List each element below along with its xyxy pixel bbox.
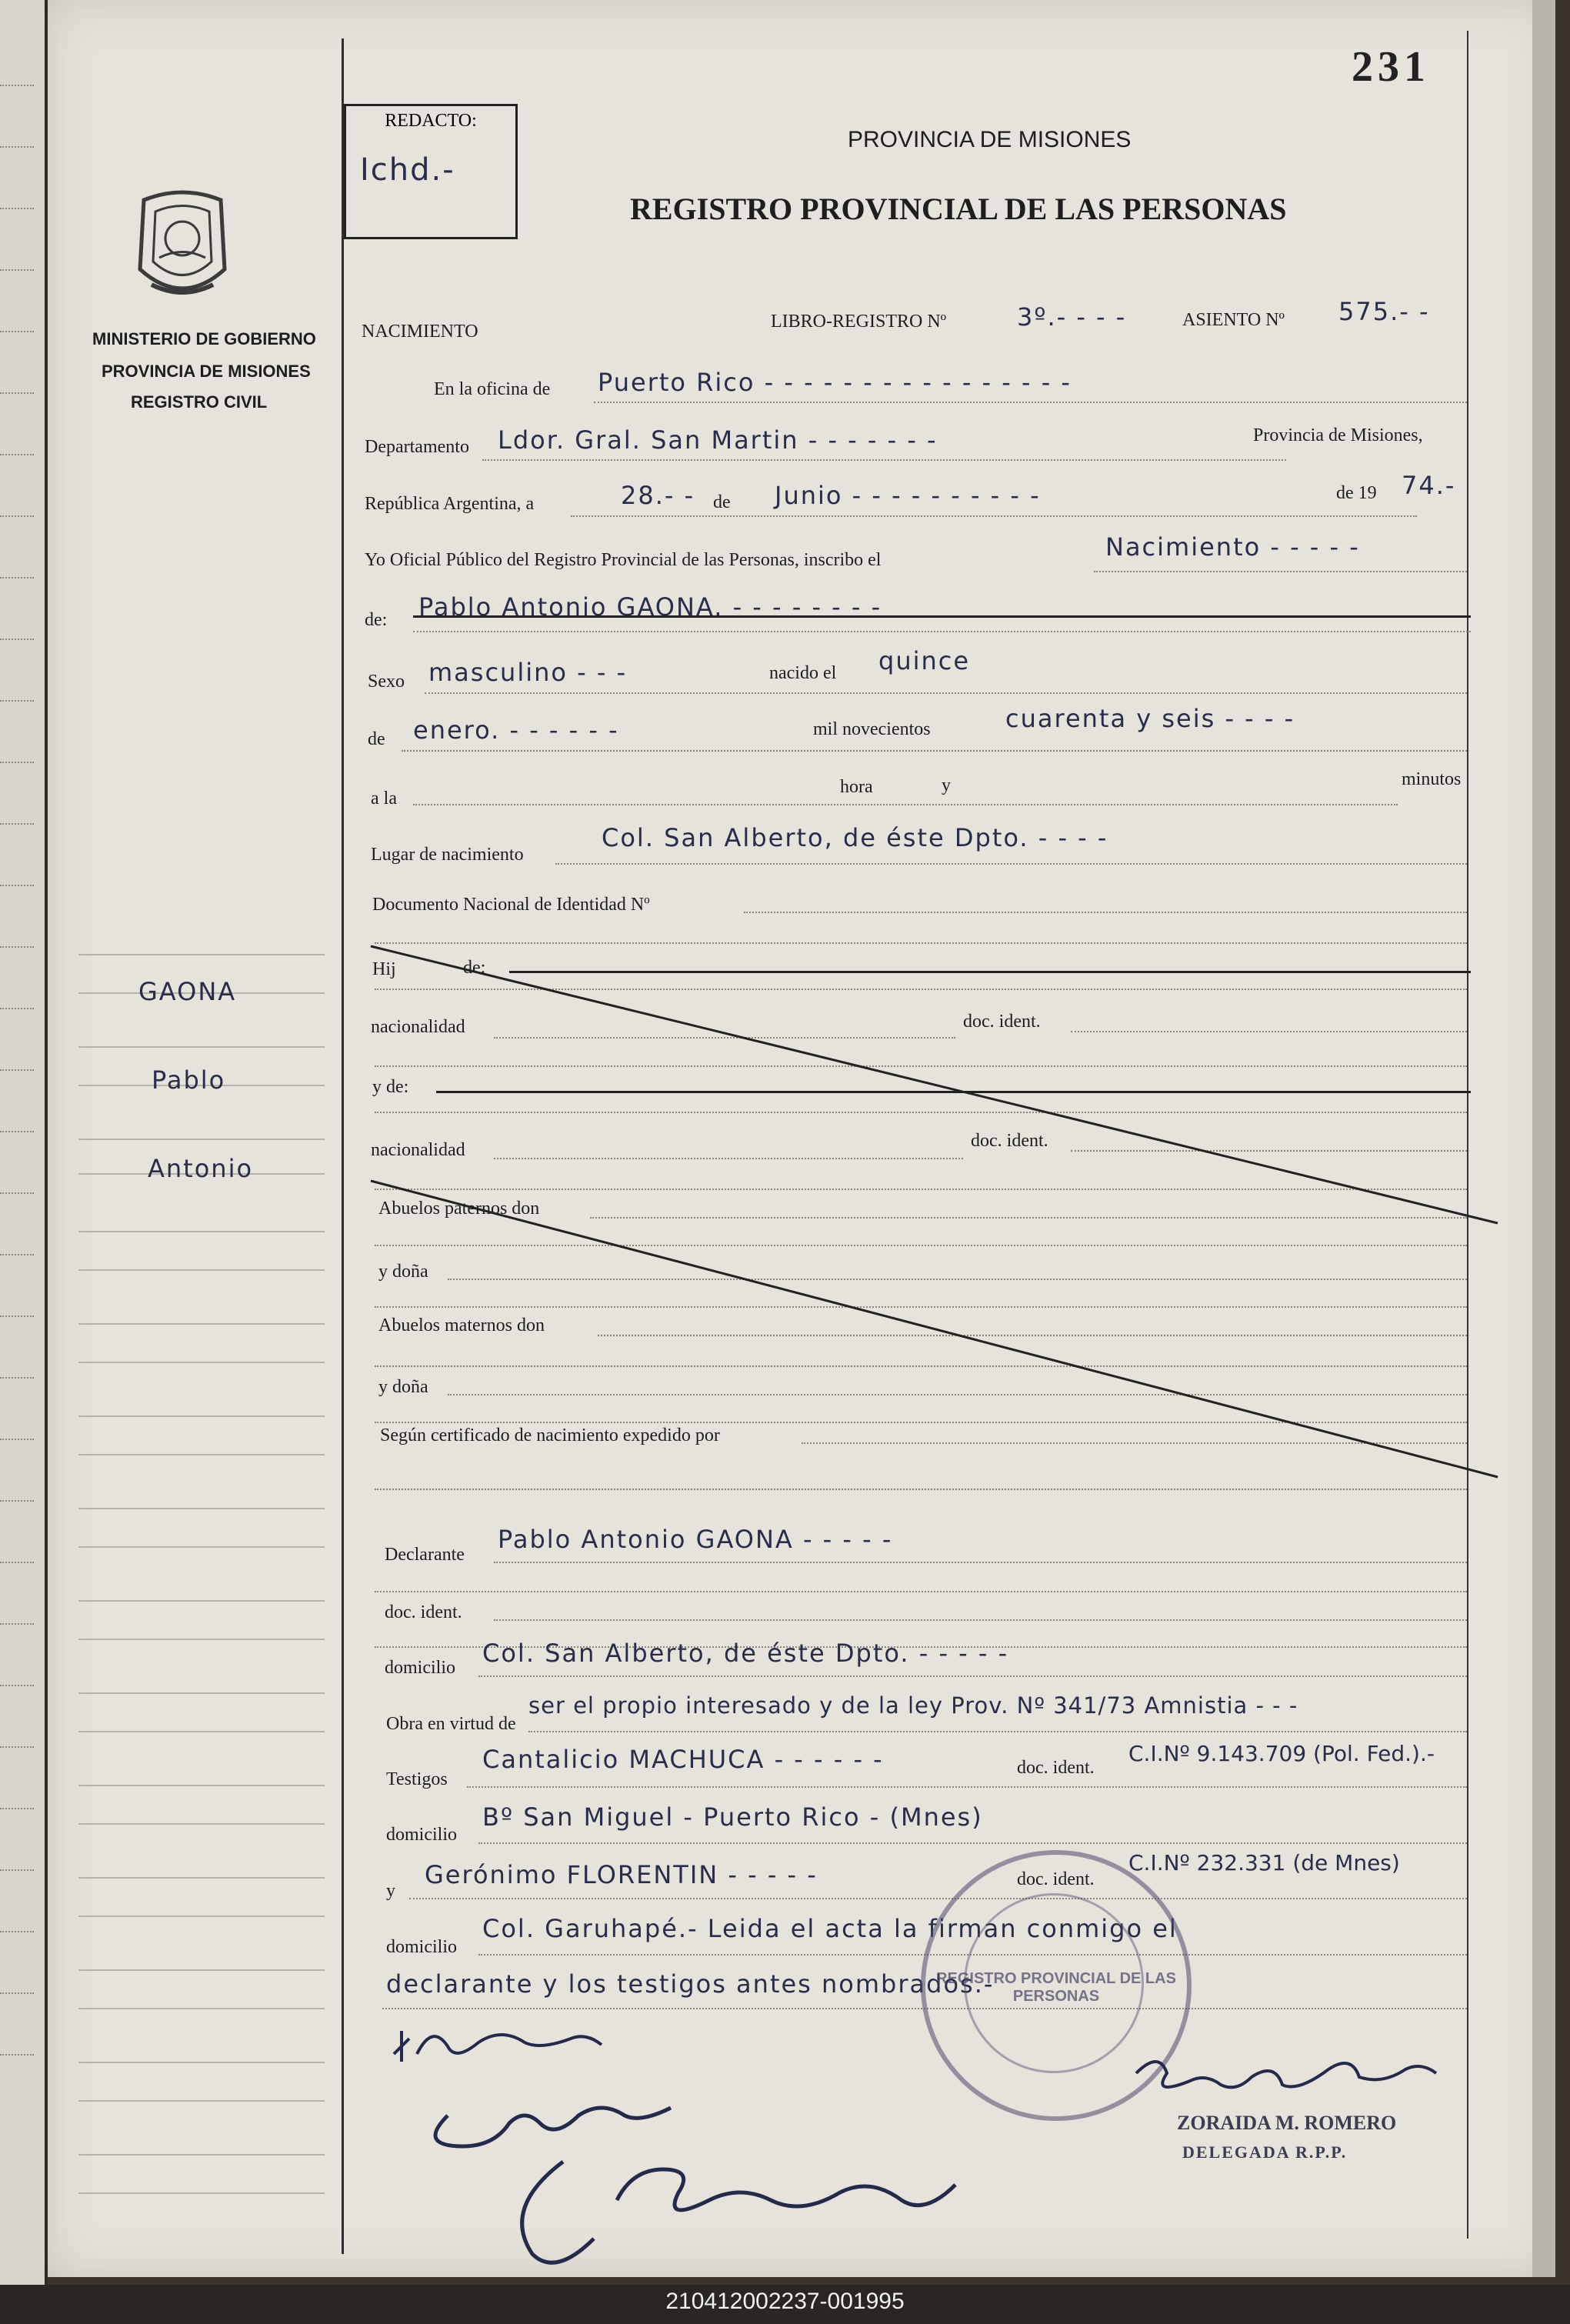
side-province-label: PROVINCIA DE MISIONES <box>102 362 311 381</box>
doc-ident-label-1: doc. ident. <box>963 1012 1041 1032</box>
y-testigo-label: y <box>386 1881 395 1901</box>
provincia-suffix: Provincia de Misiones, <box>1253 425 1423 445</box>
de-month-label: de <box>368 729 385 749</box>
de-label: de <box>713 492 731 512</box>
previous-page-edge <box>0 0 48 2285</box>
record-type-label: NACIMIENTO <box>362 322 478 342</box>
doc-ident-label-4: doc. ident. <box>1017 1758 1095 1778</box>
domicilio-label-2: domicilio <box>386 1825 457 1845</box>
nacionalidad-label-1: nacionalidad <box>371 1017 465 1037</box>
margin-first-name: Pablo <box>152 1065 226 1095</box>
birth-year-value: cuarenta y seis - - - - <box>1005 704 1295 733</box>
register-sheet <box>48 0 1555 2277</box>
inscribo-value: Nacimiento - - - - - <box>1105 532 1360 562</box>
abuelos-paternos-label: Abuelos paternos don <box>378 1199 540 1219</box>
a-la-label: a la <box>371 789 397 809</box>
image-caption: 210412002237-001995 <box>665 2289 905 2314</box>
doc-ident-label-2: doc. ident. <box>971 1131 1048 1151</box>
registro-civil-label: REGISTRO CIVIL <box>131 392 268 412</box>
testigo-1-domicilio: Bº San Miguel - Puerto Rico - (Mnes) <box>482 1802 983 1832</box>
mil-novecientos-label: mil novecientos <box>813 719 931 739</box>
sexo-label: Sexo <box>368 672 405 692</box>
margin-second-name: Antonio <box>148 1154 254 1183</box>
libro-value: 3º.- - - - <box>1017 302 1127 332</box>
nacido-value: quince <box>878 646 971 675</box>
hij-label: Hij <box>372 959 396 979</box>
officer-name: ZORAIDA M. ROMERO <box>1177 2112 1397 2134</box>
registrant-name: Pablo Antonio GAONA. - - - - - - - - <box>418 592 882 622</box>
witness-signatures <box>386 2023 1078 2277</box>
testigo-1-name: Cantalicio MACHUCA - - - - - - <box>482 1745 884 1774</box>
departamento-label: Departamento <box>365 437 469 457</box>
officer-signature <box>1121 2042 1490 2112</box>
testigos-label: Testigos <box>386 1769 448 1789</box>
nacido-label: nacido el <box>769 663 837 683</box>
birth-month-value: enero. - - - - - - <box>413 715 619 745</box>
de-name-label: de: <box>365 610 388 630</box>
stamp-text: REGISTRO PROVINCIAL DE LAS PERSONAS <box>936 1970 1176 2005</box>
doc-ident-label-5: doc. ident. <box>1017 1869 1095 1889</box>
redacto-initials: Ichd.- <box>360 152 455 188</box>
dni-label: Documento Nacional de Identidad Nº <box>372 895 650 915</box>
declarante-label: Declarante <box>385 1545 465 1565</box>
domicilio-label-3: domicilio <box>386 1937 457 1957</box>
year-value: 74.- <box>1402 471 1456 500</box>
de-year-label: de 19 <box>1336 483 1377 503</box>
page-number: 231 <box>1352 43 1430 91</box>
asiento-label: ASIENTO Nº <box>1182 310 1285 330</box>
margin-surname: GAONA <box>138 977 237 1006</box>
lugar-value: Col. San Alberto, de éste Dpto. - - - - <box>602 823 1108 852</box>
departamento-value: Ldor. Gral. San Martin - - - - - - - <box>498 425 938 455</box>
officer-title: DELEGADA R.P.P. <box>1182 2142 1348 2162</box>
obra-value: ser el propio interesado y de la ley Prov. Nº 341/73 Amnistia - - - <box>528 1692 1298 1719</box>
libro-label: LIBRO-REGISTRO Nº <box>771 312 947 332</box>
hora-label: hora <box>840 777 873 797</box>
de-parent-label: de: <box>463 958 486 978</box>
province-heading: PROVINCIA DE MISIONES <box>848 127 1132 152</box>
republica-label: República Argentina, a <box>365 494 535 514</box>
declarante-domicilio-value: Col. San Alberto, de éste Dpto. - - - - - <box>482 1639 1009 1668</box>
y-label: y <box>942 775 951 795</box>
lugar-label: Lugar de nacimiento <box>371 845 524 865</box>
testigo-2-doc: C.I.Nº 232.331 (de Mnes) <box>1128 1850 1400 1876</box>
segun-certificado-label: Según certificado de nacimiento expedido por <box>380 1425 720 1445</box>
declarante-value: Pablo Antonio GAONA - - - - - <box>498 1525 893 1554</box>
obra-label: Obra en virtud de <box>386 1714 516 1734</box>
oficina-value: Puerto Rico - - - - - - - - - - - - - - - - <box>598 368 1072 397</box>
y-dona-label-1: y doña <box>378 1262 428 1282</box>
nacionalidad-label-2: nacionalidad <box>371 1140 465 1160</box>
testigo-1-doc: C.I.Nº 9.143.709 (Pol. Fed.).- <box>1128 1741 1435 1766</box>
continuation-text: declarante y los testigos antes nombrados.- <box>386 1969 995 1999</box>
y-dona-label-2: y doña <box>378 1377 428 1397</box>
day-value: 28.- - <box>621 481 695 510</box>
asiento-value: 575.- - <box>1338 297 1430 326</box>
testigo-2-domicilio: Col. Garuhapé.- Leida el acta la firman conmigo el <box>482 1914 1178 1943</box>
oficial-statement: Yo Oficial Público del Registro Provincial de las Personas, inscribo el <box>365 550 882 570</box>
ministry-label: MINISTERIO DE GOBIERNO <box>92 329 316 348</box>
y-de-label: y de: <box>372 1077 409 1097</box>
registry-heading: REGISTRO PROVINCIAL DE LAS PERSONAS <box>630 192 1287 226</box>
domicilio-label-1: domicilio <box>385 1658 455 1678</box>
abuelos-maternos-label: Abuelos maternos don <box>378 1315 545 1335</box>
redacto-label: REDACTO: <box>385 111 477 131</box>
testigo-2-name: Gerónimo FLORENTIN - - - - - <box>425 1860 818 1889</box>
month-value: Junio - - - - - - - - - - <box>775 481 1041 510</box>
minutos-label: minutos <box>1402 769 1462 789</box>
sexo-value: masculino - - - <box>428 658 628 687</box>
oficina-label: En la oficina de <box>434 379 551 399</box>
doc-ident-label-3: doc. ident. <box>385 1602 462 1622</box>
